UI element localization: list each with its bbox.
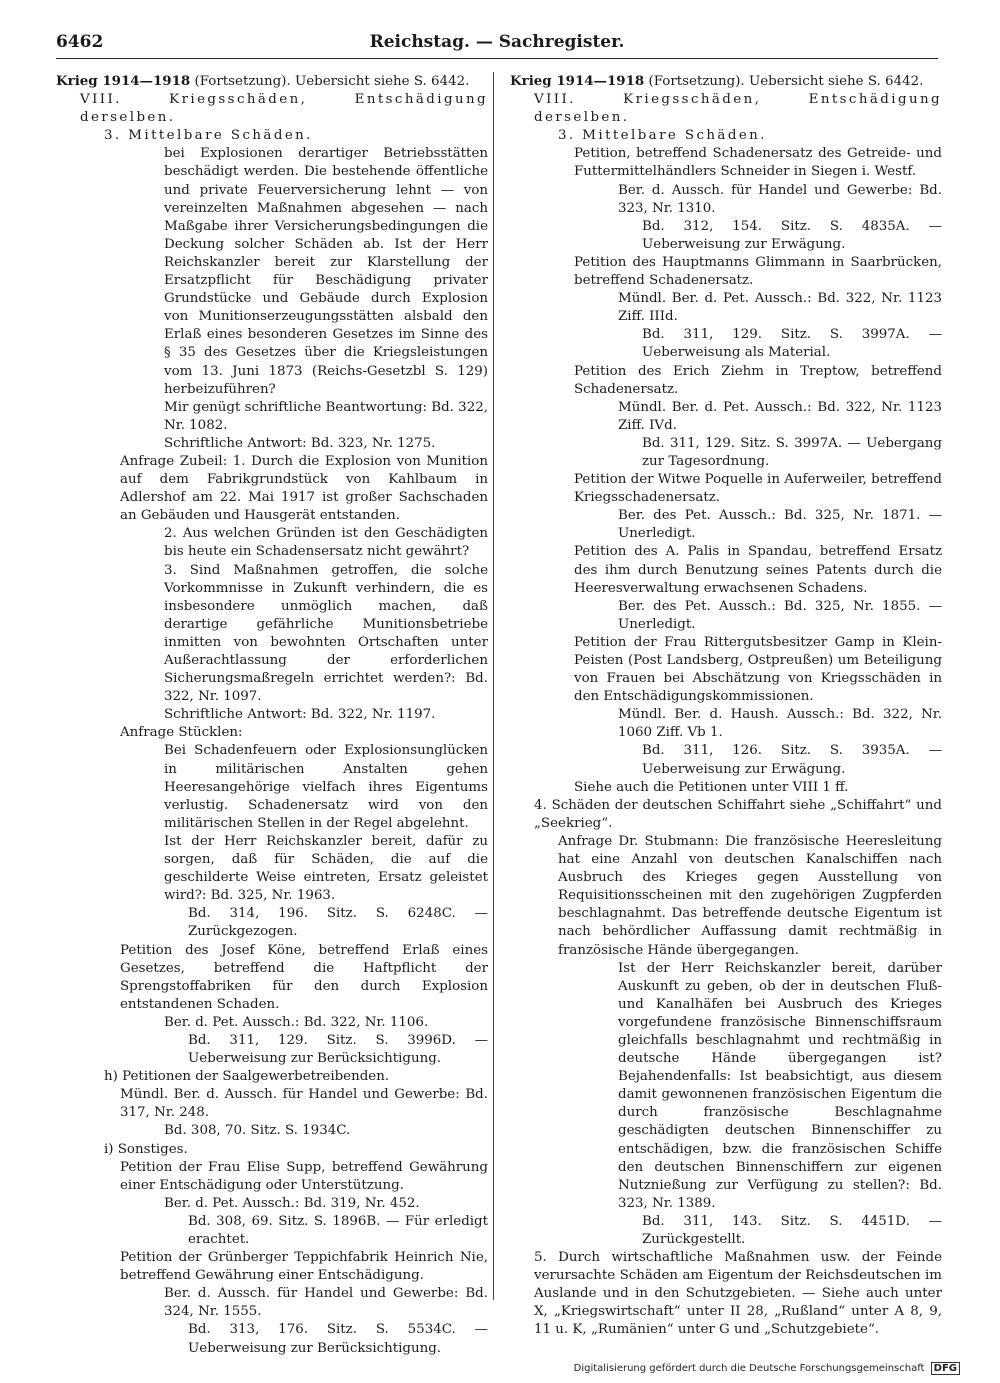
entry-text: Mündl. Ber. d. Pet. Aussch.: Bd. 322, Nr. 1123 Ziff. IVd. (618, 399, 942, 433)
entry-text: Bd. 312, 154. Sitz. S. 4835A. — Ueberweisung zur Erwägung. (642, 218, 942, 252)
entry-text: Anfrage Zubeil: 1. Durch die Explosion von Munition auf dem Fabrikgrundstück von Kahlbaum in Adlershof am 22. Mai 1917 ist großer Sachschaden an Gebäuden und Hausgerät entstanden. (120, 453, 488, 524)
entry-text: Ist der Herr Reichskanzler bereit, darüber Auskunft zu geben, ob der in deutschen Fluß- und Kanalhäfen bei Ausbruch des Krieges vorgefundene französische Binnenschiffsraum gleichfalls beschlagnahmt und rechtmäßig in deutsche Hände übergegangen ist? Bejahendenfalls: Ist beabsichtigt, aus diesem damit gewonnenen französischen Eigentum die durch französische Beschlagnahme geschädigten deutschen Binnenschiffer zu entschädigen, bzw. die französischen Schiffe den deutschen Binnenschiffern zur eigenen Nutznießung zur Verfügung zu stellen?: Bd. 323, Nr. 1389. (618, 960, 942, 1211)
index-entry (510, 326, 942, 362)
entry-text: Bd. 308, 69. Sitz. S. 1896B. — Für erledigt erachtet. (188, 1213, 488, 1247)
index-entry (510, 1213, 942, 1249)
index-entry (510, 507, 942, 543)
entry-text: 2. Aus welchen Gründen ist den Geschädigten bis heute ein Schadensersatz nicht gewährt? (164, 526, 488, 560)
entry-text: Ber. des Pet. Aussch.: Bd. 325, Nr. 1871. — Unerledigt. (618, 508, 942, 542)
entry-text: Ber. d. Pet. Aussch.: Bd. 319, Nr. 452. (164, 1195, 420, 1211)
index-entry (510, 833, 942, 960)
entry-text: 5. Durch wirtschaftliche Maßnahmen usw. der Feinde verursachte Schäden am Eigentum der Reichsdeutschen im Auslande und in den Schutzgebieten. — Siehe auch unter X, „Kriegswirtschaft“ unter II 28, „Rußland“ unter A 8, 9, 11 u. K, „Rumänien“ unter G und „Schutzgebiete“. (534, 1250, 942, 1338)
index-entry (56, 1122, 488, 1140)
index-entry (56, 1321, 488, 1357)
index-entry (510, 960, 942, 1213)
entry-text: Bd. 311, 129. Sitz. S. 3997A. — Ueberweisung als Material. (642, 327, 942, 361)
entry-text: Mündl. Ber. d. Aussch. für Handel und Gewerbe: Bd. 317, Nr. 248. (120, 1087, 488, 1121)
footer-credit (574, 1362, 960, 1375)
entry-text: Ber. d. Aussch. für Handel und Gewerbe: Bd. 324, Nr. 1555. (164, 1286, 488, 1320)
index-entry (56, 145, 488, 398)
entry-text: Anfrage Stücklen: (120, 725, 243, 741)
left-column (56, 72, 488, 1358)
index-entry (510, 598, 942, 634)
index-entry (56, 91, 488, 127)
page-header (56, 28, 938, 58)
entry-text: Ber. d. Aussch. für Handel und Gewerbe: Bd. 323, Nr. 1310. (618, 182, 942, 216)
index-entry (510, 797, 942, 833)
index-entry (56, 1032, 488, 1068)
index-entry (56, 1285, 488, 1321)
index-entry (510, 363, 942, 399)
entry-text: Mir genügt schriftliche Beantwortung: Bd. 322, Nr. 1082. (164, 399, 488, 433)
entry-text: Bd. 313, 176. Sitz. S. 5534C. — Ueberweisung zur Berücksichtigung. (188, 1322, 488, 1356)
entry-text: Petition des Hauptmanns Glimmann in Saarbrücken, betreffend Schadenersatz. (574, 254, 942, 289)
entry-text: Anfrage Dr. Stubmann: Die französische Heeresleitung hat eine Anzahl von deutschen Kanalschiffen nach Ausbruch des Krieges gegen Ausstellung von Requisitionsscheinen mit den zugehörigen Zugpferden beschlagnahmt. Das betreffende deutsche Eigentum ist nach behördlicher Auffassung damit rechtmäßig in französische Hände übergegangen. (558, 833, 942, 958)
header-rule (56, 58, 938, 59)
entry-text: Petition der Grünberger Teppichfabrik Heinrich Nie, betreffend Gewährung einer Entschädigung. (120, 1250, 488, 1284)
entry-text: Mündl. Ber. d. Pet. Aussch.: Bd. 322, Nr. 1123 Ziff. IIId. (618, 291, 942, 325)
index-entry (510, 634, 942, 706)
entry-text: 3. Mittelbare Schäden. (558, 128, 767, 144)
index-entry (510, 290, 942, 326)
index-entry (56, 833, 488, 905)
index-entry (56, 1141, 488, 1159)
entry-text: Petition des Josef Köne, betreffend Erlaß eines Gesetzes, betreffend die Haftpflicht der Sprengstoffabriken für den durch Explosion entstandenen Schaden. (120, 942, 488, 1012)
entry-text: Bd. 311, 143. Sitz. S. 4451D. — Zurückgestellt. (642, 1213, 942, 1247)
index-entry (510, 254, 942, 290)
right-column (510, 72, 942, 1340)
index-entry (510, 779, 942, 797)
entry-text: Bd. 311, 126. Sitz. S. 3935A. — Ueberweisung zur Erwägung. (642, 743, 942, 777)
index-entry (56, 1195, 488, 1213)
index-entry (56, 1213, 488, 1249)
index-entry (56, 127, 488, 145)
entry-text: Petition der Witwe Poquelle in Auferweiler, betreffend Kriegsschadenersatz. (574, 472, 942, 506)
index-entry (56, 399, 488, 435)
index-entry (510, 218, 942, 254)
entry-text: 3. Mittelbare Schäden. (104, 128, 313, 144)
entry-text: Ber. des Pet. Aussch.: Bd. 325, Nr. 1855. — Unerledigt. (618, 598, 942, 632)
index-entry (56, 905, 488, 941)
entry-text: Bd. 311, 129. Sitz. S. 3996D. — Ueberweisung zur Berücksichtigung. (188, 1032, 488, 1067)
entry-text: Bd. 308, 70. Sitz. S. 1934C. (164, 1123, 351, 1139)
running-head: Reichstag. — Sachregister. (369, 32, 625, 52)
column-divider (493, 72, 494, 1300)
index-entry (510, 127, 942, 145)
index-entry (510, 543, 942, 597)
entry-text: Bd. 314, 196. Sitz. S. 6248C. — Zurückgezogen. (188, 906, 488, 940)
index-entry (510, 72, 942, 91)
entry-text: VIII. Kriegsschäden, Entschädigung derselben. (534, 92, 942, 126)
index-entry (510, 471, 942, 507)
entry-text: bei Explosionen derartiger Betriebsstätten beschädigt werden. Die bestehende öffentliche und private Feuerversicherung lehnt — von vereinzelten Maßnahmen abgesehen — nach Maßgabe ihrer Versicherungsbedingungen die Deckung solcher Schäden ab. Ist der Herr Reichskanzler bereit zur Klarstellung der Ersatzpflicht für Beschädigung privater Grundstücke und Gebäude durch Explosion von Munitionserzeugungsstätten alsbald den Erlaß eines besonderen Gesetzes im Sinne des § 35 des Gesetzes über die Kriegsleistungen vom 13. Juni 1873 (Reichs-Gesetzbl S. 129) herbeizuführen? (164, 146, 488, 397)
entry-text: Petition der Frau Rittergutsbesitzer Gamp in Klein-Peisten (Post Landsberg, Ostpreußen) um Beteiligung von Frauen bei Abschätzung von Kriegsschäden in den Entschädigungskommissionen. (574, 634, 942, 705)
index-entry (56, 1159, 488, 1195)
entry-text: Schriftliche Antwort: Bd. 323, Nr. 1275. (164, 435, 436, 451)
index-entry (510, 145, 942, 181)
entry-text: Petition des A. Palis in Spandau, betreffend Ersatz des ihm durch Benutzung seines Patents durch die Heeresverwaltung erwachsenen Schadens. (574, 544, 942, 596)
footer-text: Digitalisierung gefördert durch die Deutsche Forschungsgemeinschaft (573, 1363, 925, 1374)
entry-text: Mündl. Ber. d. Haush. Aussch.: Bd. 322, Nr. 1060 Ziff. Vb 1. (618, 707, 942, 741)
index-entry (510, 435, 942, 471)
entry-text: Siehe auch die Petitionen unter VIII 1 ff. (574, 779, 849, 795)
index-entry (56, 525, 488, 561)
entry-text: Bd. 311, 129. Sitz. S. 3997A. — Uebergang zur Tagesordnung. (642, 435, 942, 469)
index-entry (56, 1249, 488, 1285)
index-entry (56, 1014, 488, 1032)
entry-keyword: Krieg 1914—1918 (56, 73, 191, 89)
index-entry (56, 435, 488, 453)
index-entry (56, 942, 488, 1014)
index-entry (510, 706, 942, 742)
entry-text: Petition, betreffend Schadenersatz des Getreide- und Futtermittelhändlers Schneider in Siegen i. Westf. (574, 146, 942, 180)
index-entry (56, 453, 488, 525)
index-entry (510, 182, 942, 218)
index-entry (56, 706, 488, 724)
index-entry (510, 742, 942, 778)
entry-text: Bei Schadenfeuern oder Explosionsunglücken in militärischen Anstalten gehen Heeresangehörige vielfach ihres Eigentums verlustig. Schadenersatz wird von den militärischen Stellen in der Regel abgelehnt. (164, 743, 488, 831)
entry-text: Petition der Frau Elise Supp, betreffend Gewährung einer Entschädigung oder Unterstützung. (120, 1159, 488, 1193)
index-entry (56, 1086, 488, 1122)
index-entry (510, 1249, 942, 1339)
entry-text: VIII. Kriegsschäden, Entschädigung derselben. (80, 92, 488, 126)
entry-text: Ist der Herr Reichskanzler bereit, dafür zu sorgen, daß für Schäden, die auf die geschilderte Weise eintreten, Ersatz geleistet wird?: Bd. 325, Nr. 1963. (164, 833, 488, 904)
page-number: 6462 (56, 32, 104, 52)
entry-text: (Fortsetzung). Uebersicht siehe S. 6442. (190, 74, 470, 89)
entry-text: Schriftliche Antwort: Bd. 322, Nr. 1197. (164, 707, 436, 723)
index-entry (56, 72, 488, 91)
entry-text: Petition des Erich Ziehm in Treptow, betreffend Schadenersatz. (574, 363, 942, 397)
entry-text: h) Petitionen der Saalgewerbetreibenden. (104, 1069, 390, 1085)
index-entry (510, 91, 942, 127)
entry-text: (Fortsetzung). Uebersicht siehe S. 6442. (644, 74, 924, 89)
index-entry (510, 399, 942, 435)
entry-text: Ber. d. Pet. Aussch.: Bd. 322, Nr. 1106. (164, 1014, 429, 1030)
index-entry (56, 724, 488, 742)
entry-text: 4. Schäden der deutschen Schiffahrt siehe „Schiffahrt“ und „Seekrieg“. (534, 797, 942, 831)
entry-text: 3. Sind Maßnahmen getroffen, die solche Vorkommnisse in Zukunft verhindern, die es insbesondere unmöglich machen, daß derartige gefährliche Munitionsbetriebe inmitten von bewohnten Ortschaften unter Außerachtlassung der erforderlichen Sicherungsmaßregeln errichtet werden?: Bd. 322, Nr. 1097. (164, 562, 488, 705)
index-entry (56, 1068, 488, 1086)
index-entry (56, 562, 488, 707)
dfg-logo: DFG (931, 1362, 960, 1375)
entry-keyword: Krieg 1914—1918 (510, 73, 645, 89)
entry-text: i) Sonstiges. (104, 1141, 188, 1157)
index-entry (56, 742, 488, 832)
